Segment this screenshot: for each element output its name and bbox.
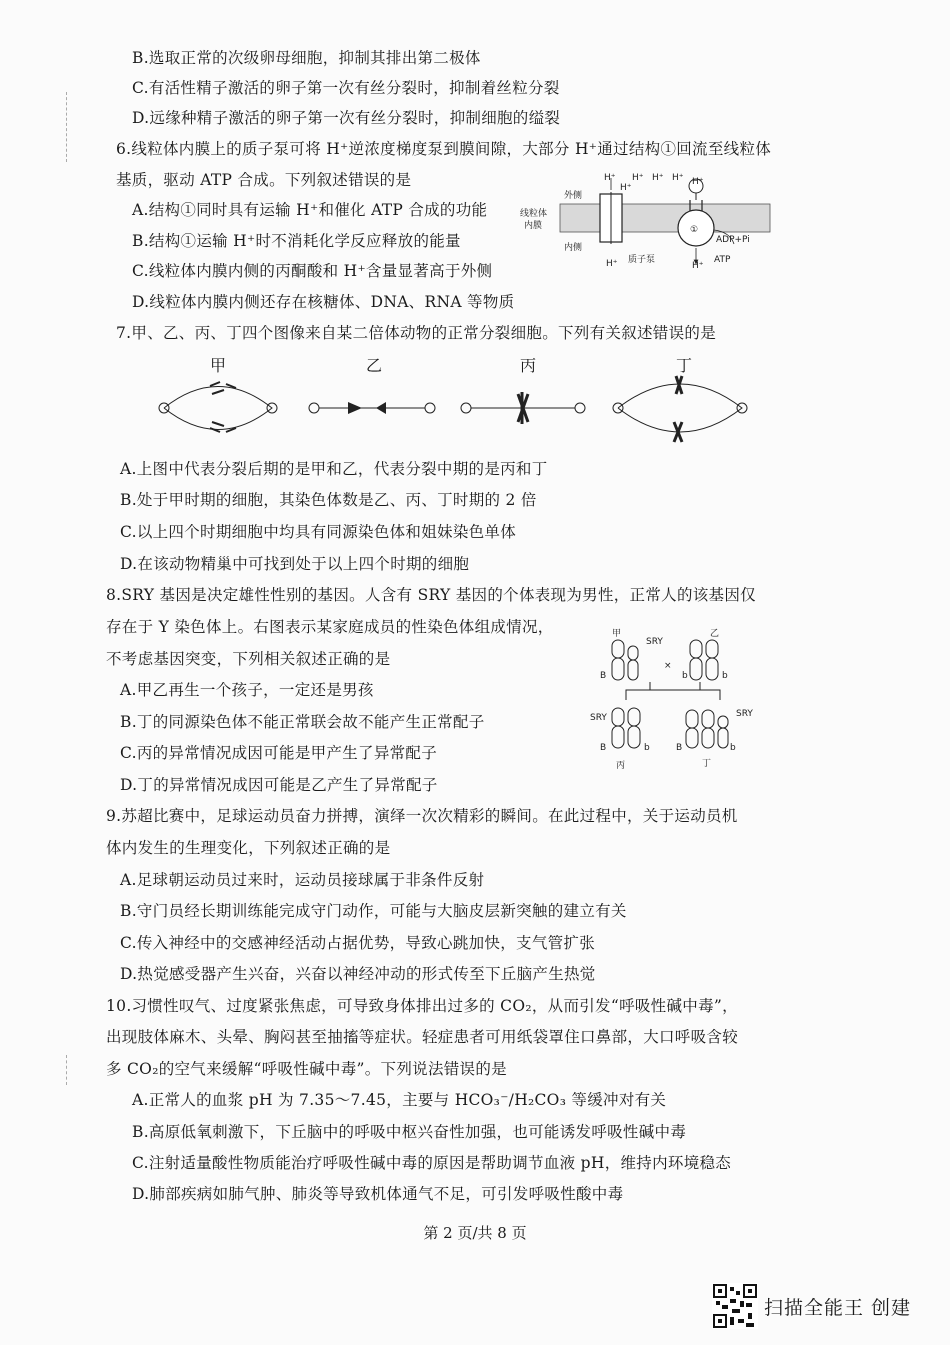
allele-B: B [600, 743, 607, 753]
q6-stem-line2: 基质，驱动 ATP 合成。下列叙述错误的是 [116, 171, 412, 189]
cross-symbol: × [664, 661, 672, 671]
q6-option-a: A.结构①同时具有运输 H⁺和催化 ATP 合成的功能 [132, 201, 488, 219]
h-plus-label: H⁺ [606, 259, 618, 269]
q8-option-a: A.甲乙再生一个孩子，一定还是男孩 [120, 681, 374, 699]
cell-label-ding: 丁 [676, 356, 693, 375]
cell-jia [159, 382, 277, 432]
q5-option-b: B.选取正常的次级卵母细胞，抑制其排出第二极体 [132, 49, 481, 67]
q10-option-d: D.肺部疾病如肺气肿、肺炎等导致机体通气不足，可引发呼吸性酸中毒 [132, 1185, 624, 1203]
allele-B: B [600, 671, 607, 681]
q6-option-c: C.线粒体内膜内侧的丙酮酸和 H⁺含量显著高于外侧 [132, 262, 493, 280]
allele-b: b [682, 671, 688, 681]
q9-stem-line1: 9.苏超比赛中，足球运动员奋力拼搏，演绎一次次精彩的瞬间。在此过程中，关于运动员机 [106, 807, 738, 825]
adp-label: ADP+Pi [716, 235, 750, 245]
q7-stem: 7.甲、乙、丙、丁四个图像来自某二倍体动物的正常分裂细胞。下列有关叙述错误的是 [116, 324, 716, 342]
page-number: 第 2 页/共 8 页 [423, 1224, 527, 1242]
sry-label: SRY [590, 713, 607, 723]
membrane-band [560, 204, 770, 232]
sry-label: SRY [736, 709, 753, 719]
jia-chromosomes [612, 640, 638, 680]
q6-membrane-figure [520, 170, 780, 270]
q8-stem-line2: 存在于 Y 染色体上。右图表示某家庭成员的性染色体组成情况， [106, 618, 554, 636]
q7-option-a: A.上图中代表分裂后期的是甲和乙，代表分裂中期的是丙和丁 [120, 460, 548, 478]
inner-side-label: 内侧 [564, 243, 583, 253]
q8-stem-line1: 8.SRY 基因是决定雄性性别的基因。人含有 SRY 基因的个体表现为男性，正常人的该基因仅 [106, 586, 756, 604]
sry-label: SRY [646, 637, 663, 647]
membrane-label-2: 内膜 [524, 221, 543, 231]
bing-chromosomes [612, 708, 640, 748]
cell-yi [309, 402, 435, 414]
yi-label: 乙 [710, 629, 720, 639]
q7-cell-division-figure [150, 370, 790, 450]
h-plus-label: H⁺ [632, 173, 644, 183]
allele-b: b [722, 671, 728, 681]
membrane-label-1: 线粒体 [520, 209, 548, 219]
q10-stem-line1: 10.习惯性叹气、过度紧张焦虑，可导致身体排出过多的 CO₂，从而引发“呼吸性碱中毒”， [106, 997, 738, 1015]
q10-option-a: A.正常人的血浆 pH 为 7.35～7.45，主要与 HCO₃⁻/H₂CO₃ 等缓冲对有关 [132, 1091, 667, 1109]
allele-B: B [676, 743, 683, 753]
allele-b: b [644, 743, 650, 753]
ding-label: 丁 [702, 759, 712, 769]
q8-pedigree-figure [590, 626, 770, 776]
allele-b: b [730, 743, 736, 753]
q8-option-d: D.丁的异常情况成因可能是乙产生了异常配子 [120, 776, 438, 794]
pump-label: 质子泵 [628, 255, 656, 265]
q5-option-c: C.有活性精子激活的卵子第一次有丝分裂时，抑制着丝粒分裂 [132, 79, 560, 97]
q8-stem-line3: 不考虑基因突变，下列相关叙述正确的是 [106, 650, 391, 668]
h-plus-label: H⁺ [692, 177, 704, 187]
outer-side-label: 外侧 [564, 191, 583, 201]
h-plus-label: H⁺ [672, 173, 684, 183]
qr-code-icon [712, 1283, 758, 1329]
q9-option-a: A.足球朝运动员过来时，运动员接球属于非条件反射 [120, 871, 485, 889]
cell-ding [613, 376, 747, 442]
q9-option-d: D.热觉感受器产生兴奋，兴奋以神经冲动的形式传至下丘脑产生热觉 [120, 965, 596, 983]
margin-mark [66, 1055, 69, 1085]
jia-label: 甲 [612, 629, 622, 639]
h-plus-label: H⁺ [692, 261, 704, 271]
structure-1-label: ① [690, 225, 699, 235]
h-plus-label: H⁺ [604, 173, 616, 183]
yi-chromosomes [690, 640, 718, 680]
q10-option-c: C.注射适量酸性物质能治疗呼吸性碱中毒的原因是帮助调节血液 pH，维持内环境稳态 [132, 1154, 732, 1172]
q8-option-c: C.丙的异常情况成因可能是甲产生了异常配子 [120, 744, 438, 762]
q10-stem-line2: 出现肢体麻木、头晕、胸闷甚至抽搐等症状。轻症患者可用纸袋罩住口鼻部，大口呼吸含较 [106, 1028, 739, 1046]
q7-option-b: B.处于甲时期的细胞，其染色体数是乙、丙、丁时期的 2 倍 [120, 491, 537, 509]
cell-bing [461, 392, 585, 424]
q5-option-d: D.远缘种精子激活的卵子第一次有丝分裂时，抑制细胞的缢裂 [132, 109, 561, 127]
q6-option-d: D.线粒体内膜内侧还存在核糖体、DNA、RNA 等物质 [132, 293, 515, 311]
q6-option-b: B.结构①运输 H⁺时不消耗化学反应释放的能量 [132, 232, 461, 250]
cell-label-yi: 乙 [366, 356, 383, 375]
h-plus-label: H⁺ [620, 183, 632, 193]
h-plus-label: H⁺ [652, 173, 664, 183]
q6-stem-line1: 6.线粒体内膜上的质子泵可将 H⁺逆浓度梯度泵到膜间隙，大部分 H⁺通过结构①回流至线粒体 [116, 140, 772, 158]
cell-label-jia: 甲 [210, 356, 227, 375]
q9-stem-line2: 体内发生的生理变化，下列叙述正确的是 [106, 839, 391, 857]
atp-label: ATP [714, 255, 731, 265]
margin-mark [66, 92, 69, 162]
bing-label: 丙 [616, 761, 626, 771]
q9-option-c: C.传入神经中的交感神经活动占据优势，导致心跳加快，支气管扩张 [120, 934, 596, 952]
q8-option-b: B.丁的同源染色体不能正常联会故不能产生正常配子 [120, 713, 485, 731]
ding-chromosomes [686, 710, 728, 748]
q10-stem-line3: 多 CO₂的空气来缓解“呼吸性碱中毒”。下列说法错误的是 [106, 1060, 507, 1078]
scanner-watermark: 扫描全能王 创建 [764, 1297, 912, 1319]
q10-option-b: B.高原低氧刺激下，下丘脑中的呼吸中枢兴奋性加强，也可能诱发呼吸性碱中毒 [132, 1123, 687, 1141]
q9-option-b: B.守门员经长期训练能完成守门动作，可能与大脑皮层新突触的建立有关 [120, 902, 627, 920]
cell-label-bing: 丙 [520, 356, 537, 375]
q7-option-d: D.在该动物精巢中可找到处于以上四个时期的细胞 [120, 555, 470, 573]
q7-option-c: C.以上四个时期细胞中均具有同源染色体和姐妹染色单体 [120, 523, 517, 541]
